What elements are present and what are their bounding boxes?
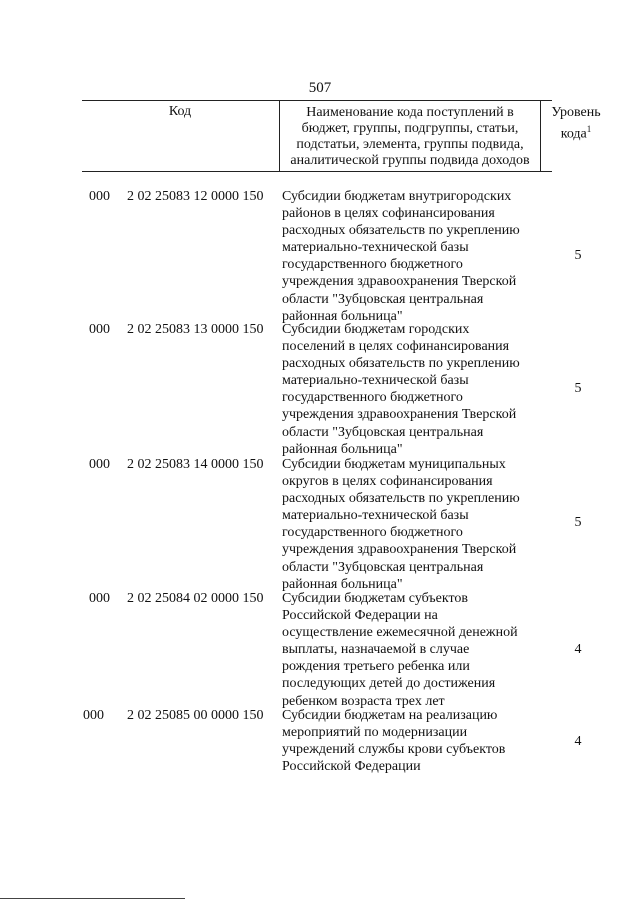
revenue-name [282, 590, 536, 710]
name-line: учреждения здравоохранения Тверской [282, 542, 517, 558]
header-level [541, 101, 611, 143]
header-name-line: аналитической группы подвида доходов [290, 153, 530, 168]
name-line: рождения третьего ребенка или [282, 659, 470, 675]
revenue-code: 2 02 25083 12 0000 150 [127, 189, 264, 204]
name-line: районов в целях софинансирования [282, 206, 495, 222]
code-level: 4 [574, 734, 582, 749]
name-line: области "Зубцовская центральная [282, 559, 484, 575]
name-line: Российской Федерации [282, 759, 421, 775]
name-line: государственного бюджетного [282, 525, 463, 541]
name-line: ребенком возраста трех лет [282, 693, 445, 709]
level-footnote-mark: 1 [586, 124, 592, 134]
revenue-code: 2 02 25084 02 0000 150 [127, 591, 264, 606]
name-line: Субсидии бюджетам субъектов [282, 591, 469, 606]
name-line: материально-технической базы [282, 240, 469, 256]
revenue-name [282, 321, 536, 458]
admin-code: 000 [89, 189, 110, 204]
header-level-word: кода [560, 126, 587, 142]
code-level: 5 [574, 381, 582, 396]
revenue-code: 2 02 25085 00 0000 150 [127, 708, 264, 723]
name-line: Субсидии бюджетам городских [282, 322, 470, 337]
header-code: Код [168, 104, 192, 119]
name-line: государственного бюджетного [282, 390, 463, 406]
name-line: Субсидии бюджетам внутригородских [282, 189, 512, 204]
code-level: 5 [574, 248, 582, 263]
name-line: расходных обязательств по укреплению [282, 356, 520, 372]
name-line: выплаты, назначаемой в случае [282, 642, 470, 658]
name-line: учреждений службы крови субъектов [282, 742, 506, 758]
admin-code: 000 [89, 457, 110, 472]
name-line: области "Зубцовская центральная [282, 291, 484, 307]
revenue-name [282, 707, 536, 775]
name-line: осуществление ежемесячной денежной [282, 625, 518, 641]
name-line: расходных обязательств по укреплению [282, 223, 520, 239]
code-level: 5 [574, 515, 582, 530]
name-line: последующих детей до достижения [282, 676, 496, 692]
name-line: мероприятий по модернизации [282, 725, 468, 741]
header-name-line: бюджет, группы, подгруппы, статьи, [301, 121, 519, 136]
name-line: материально-технической базы [282, 508, 469, 524]
revenue-name [282, 456, 536, 593]
header-name [279, 101, 541, 171]
name-line: районная больница" [282, 576, 403, 592]
name-line: области "Зубцовская центральная [282, 424, 484, 440]
name-line: округов в целях софинансирования [282, 474, 493, 490]
revenue-code: 2 02 25083 14 0000 150 [127, 457, 264, 472]
name-line: Субсидии бюджетам муниципальных [282, 457, 506, 472]
footnote-divider [0, 898, 185, 899]
name-line: материально-технической базы [282, 373, 469, 389]
admin-code: 000 [83, 708, 104, 723]
name-line: расходных обязательств по укреплению [282, 491, 520, 507]
name-line: Субсидии бюджетам на реализацию [282, 708, 498, 723]
revenue-code: 2 02 25083 13 0000 150 [127, 322, 264, 337]
page-number: 507 [308, 80, 332, 96]
name-line: Российской Федерации на [282, 608, 438, 624]
header-name-line: подстатьи, элемента, группы подвида, [296, 137, 524, 152]
code-level: 4 [574, 642, 582, 657]
table-header [82, 100, 601, 172]
name-line: государственного бюджетного [282, 257, 463, 273]
name-line: районная больница" [282, 308, 403, 324]
name-line: учреждения здравоохранения Тверской [282, 274, 517, 290]
admin-code: 000 [89, 322, 110, 337]
header-level-line: Уровень [551, 105, 601, 120]
header-name-line: Наименование кода поступлений в [306, 105, 514, 120]
name-line: поселений в целях софинансирования [282, 339, 510, 355]
revenue-name [282, 188, 536, 325]
name-line: районная больница" [282, 441, 403, 457]
name-line: учреждения здравоохранения Тверской [282, 407, 517, 423]
header-level-line [541, 121, 611, 143]
admin-code: 000 [89, 591, 110, 606]
